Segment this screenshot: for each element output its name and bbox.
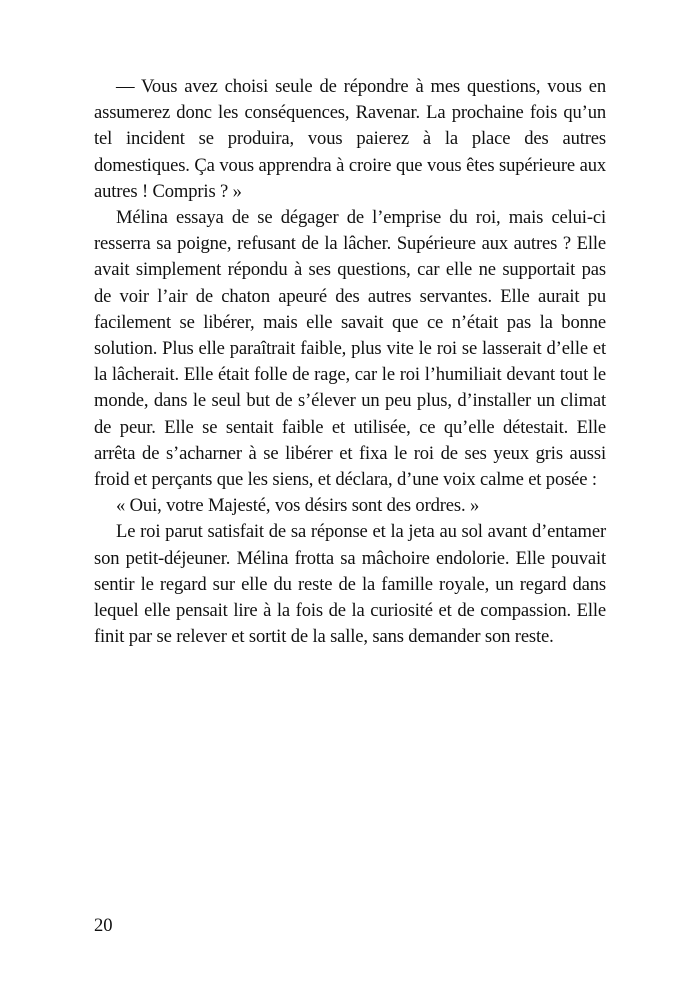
page-number: 20 bbox=[94, 915, 113, 936]
paragraph-melina-reply: « Oui, votre Majesté, vos désirs sont des ordres. » bbox=[116, 495, 480, 517]
paragraph-dialogue-king: — Vous avez choisi seule de répondre à mes questions, vous en assumerez donc les conséquences, Ravenar. La prochaine fois qu’un tel incident se produira, vous paierez à la place des autres domestiques. Ça vous apprendra à croire que vous êtes supérieure aux autres ! Compris ? » bbox=[94, 76, 606, 202]
paragraph-king-satisfied: Le roi parut satisfait de sa réponse et la jeta au sol avant d’entamer son petit-déjeuner. Mélina frotta sa mâchoire endolorie. Elle pouvait sentir le regard sur elle du reste de la famille royale, un regard dans lequel elle pensait lire à la fois de la curiosité et de compassion. Elle finit par se relever et sortit de la salle, sans demander son reste. bbox=[94, 521, 606, 648]
paragraph-melina-reaction: Mélina essaya de se dégager de l’emprise du roi, mais celui-ci resserra sa poigne, refusant de la lâcher. Supérieure aux autres ? Elle avait simplement répondu à ses questions, car elle ne supportait pas de voir l’air de chaton apeuré des autres servantes. Elle aurait pu facilement se libérer, mais elle savait que ce n’était pas la bonne solution. Plus elle paraîtrait faible, plus vite le roi se lasserait d’elle et la lâcherait. Elle était folle de rage, car le roi l’humiliait devant tout le monde, dans le seul but de s’élever un peu plus, d’installer un climat de peur. Elle se sentait faible et utilisée, ce qu’elle détestait. Elle arrêta de s’acharner à se libérer et fixa le roi de ses yeux gris aussi froid et perçants que les siens, et déclara, d’une voix calme et posée : bbox=[94, 207, 606, 491]
body-text bbox=[94, 74, 606, 650]
